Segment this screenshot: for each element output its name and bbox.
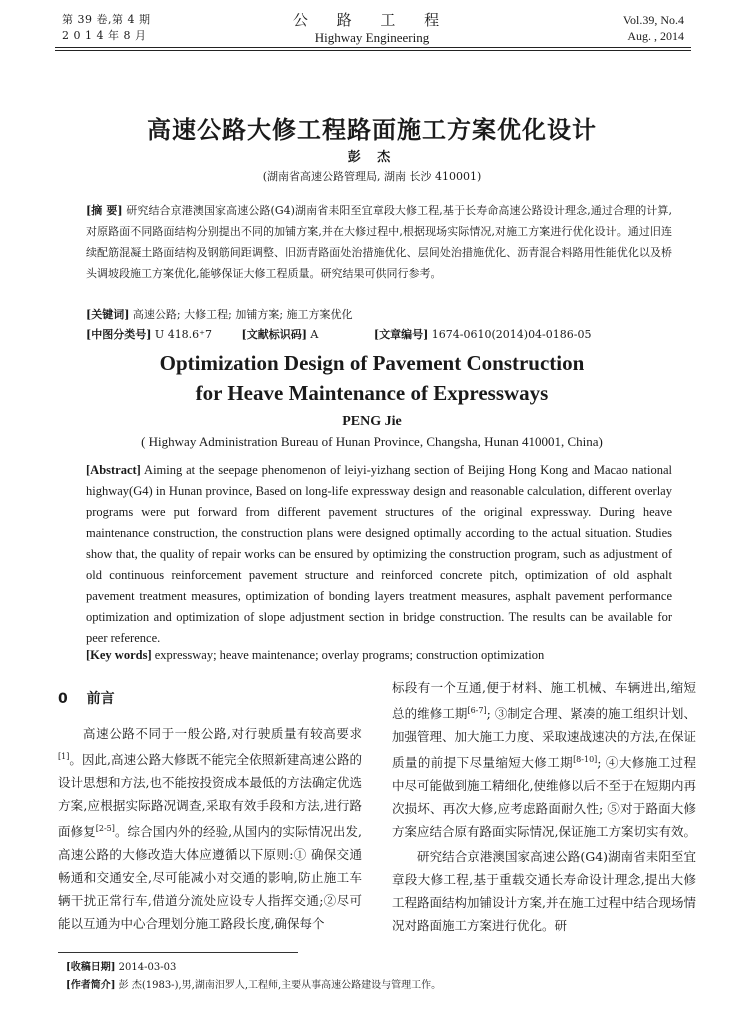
author-bio: 彭 杰(1983-),男,湖南汨罗人,工程师,主要从事高速公路建设与管理工作。 <box>118 980 442 991</box>
journal-name-cn: 公 路 工 程 <box>292 11 452 29</box>
footnote-author <box>66 976 441 991</box>
abstract-cn-text: 研究结合京港澳国家高速公路(G4)湖南省耒阳至宜章段大修工程,基于长寿命高速公路设计理念,通过合理的计算,对原路面不同路面结构分别提出不同的加铺方案,并在大修过程中,根据现场实际情况,对施工方案进行优化设计。通过旧连续配筋混凝土路面结构及钢筋间距调整、旧沥青路面处治措施优化、层间处治措施优化、沥青混合料路用性能优化以及桥头调坡段施工方案优化,能够保证大修工程质量。研究结果可供同行参考。 <box>86 204 672 280</box>
received-label: [收稿日期] <box>66 962 116 973</box>
paper-title-cn: 高速公路大修工程路面施工方案优化设计 <box>147 116 597 144</box>
citation: [2-5] <box>95 824 115 834</box>
body-column-right <box>392 676 696 937</box>
date-en: Aug. , 2014 <box>627 29 684 43</box>
doc-code-value: A <box>310 328 319 341</box>
section-number: 0 <box>58 691 68 707</box>
running-header-left <box>62 12 150 44</box>
volume-cn: 第 39 卷,第 4 期 <box>62 13 151 26</box>
author-bio-label: [作者简介] <box>66 980 116 991</box>
clc-value: U 418.6⁺7 <box>154 328 212 341</box>
header-rule-top <box>55 47 691 48</box>
keywords-cn-label: [关键词] <box>86 308 130 321</box>
keywords-cn-text: 高速公路; 大修工程; 加铺方案; 施工方案优化 <box>132 308 353 321</box>
body-column-left <box>58 722 362 935</box>
text-run: 标段有一个互通,便于材料、施工机械、车辆进出,缩短总的维修工期 <box>392 680 696 722</box>
text-run: ; ③制定合理、紧凑的施工组织计划、加强管理、加大施工力度、采取速战速决的方法,在保证质量的前提下尽量缩短大修工期 <box>392 706 696 771</box>
keywords-en <box>86 648 544 663</box>
running-header-right <box>623 12 684 44</box>
abstract-cn-label: [摘 要] <box>86 204 123 217</box>
volume-en: Vol.39, No.4 <box>622 13 684 27</box>
date-cn: 2 0 1 4 年 8 月 <box>62 29 147 42</box>
clc-label: [中图分类号] <box>86 328 152 341</box>
text-run: 。综合国内外的经验,从国内的实际情况出发,高速公路的大修改造大体应遵循以下原则:① 确保交通畅通和交通安全,尽可能减小对交通的影响,防止施工车辆干扰正常行车,借道分流处应设专人指挥交通;②尽可能以互通为中心合理划分施工路段长度,确保每个 <box>58 824 362 932</box>
keywords-cn <box>86 306 353 322</box>
received-date: 2014-03-03 <box>118 962 177 973</box>
footnote-rule <box>58 952 298 953</box>
author-cn: 彭 杰 <box>347 150 397 165</box>
affiliation-en: ( Highway Administration Bureau of Hunan Province, Changsha, Hunan 410001, China) <box>141 434 603 449</box>
paragraph: 研究结合京港澳国家高速公路(G4)湖南省耒阳至宜章段大修工程,基于重载交通长寿命设计理念,提出大修工程路面结构加铺设计方案,并在施工过程中结合现场情况对路面施工方案进行优化。研 <box>392 849 696 934</box>
journal-name-en: Highway Engineering <box>314 30 430 45</box>
abstract-en <box>86 460 672 649</box>
text-run: 高速公路不同于一般公路,对行驶质量有较高要求 <box>83 726 362 741</box>
keywords-en-label: [Key words] <box>86 648 152 662</box>
running-header-center <box>270 10 474 46</box>
section-heading <box>58 688 115 708</box>
text-run: ; ④大修施工过程中尽可能做到施工精细化,使维修以后不至于在短期内再次损坏、再次大修,应考虑路面耐久性; ⑤对于路面大修方案应结合原有路面实际情况,保证施工方案切实有效。 <box>392 755 696 840</box>
abstract-en-label: [Abstract] <box>86 463 141 477</box>
author-en: PENG Jie <box>342 414 402 429</box>
abstract-en-text: Aiming at the seepage phenomenon of leiyi-yizhang section of Beijing Hong Kong and Macao national highway(G4) in Hunan province, Based on long-life expressway design and reasonable calculation, different overlay programs were put forward from different pavement structures of the original expressway. During heave maintenance construction, the construction plans were designed optimally according to the actual situation. Studies show that, the quality of repair works can be ensured by optimizing the construction program, such as adjustment of old continuous reinforcement pavement structure and reinforced concrete pitch, optimization of old asphalt pavement treatment measures, optimization of bonding layers treatment measures, asphalt pavement performance optimization and optimization of slope adjustment section in bridge construction. The results can be available for peer reference. <box>86 463 672 645</box>
article-number-label: [文章编号] <box>373 328 429 341</box>
affiliation-cn: (湖南省高速公路管理局, 湖南 长沙 410001) <box>262 170 482 183</box>
doc-code-label: [文献标识码] <box>241 328 307 341</box>
paragraph <box>392 676 696 843</box>
header-rule-bottom <box>55 50 691 51</box>
abstract-cn <box>86 200 672 284</box>
paragraph <box>58 722 362 935</box>
paper-title-en: Optimization Design of Pavement Construction for Heave Maintenance of Expressways <box>159 351 585 405</box>
citation: [1] <box>58 752 70 761</box>
citation: [8-10] <box>573 755 598 765</box>
section-title: 前言 <box>86 691 115 707</box>
article-number-value: 1674-0610(2014)04-0186-05 <box>431 328 592 341</box>
footnote-received <box>66 958 176 973</box>
keywords-en-text: expressway; heave maintenance; overlay programs; construction optimization <box>154 648 545 662</box>
citation: [6-7] <box>467 706 487 715</box>
text-run: 。因此,高速公路大修既不能完全依照新建高速公路的设计思想和方法,也不能按投资成本最低的方法确定优选方案,应根据实际路况调查,采取有效手段和方法,进行路面修复 <box>58 752 362 840</box>
classification-line <box>86 326 592 342</box>
